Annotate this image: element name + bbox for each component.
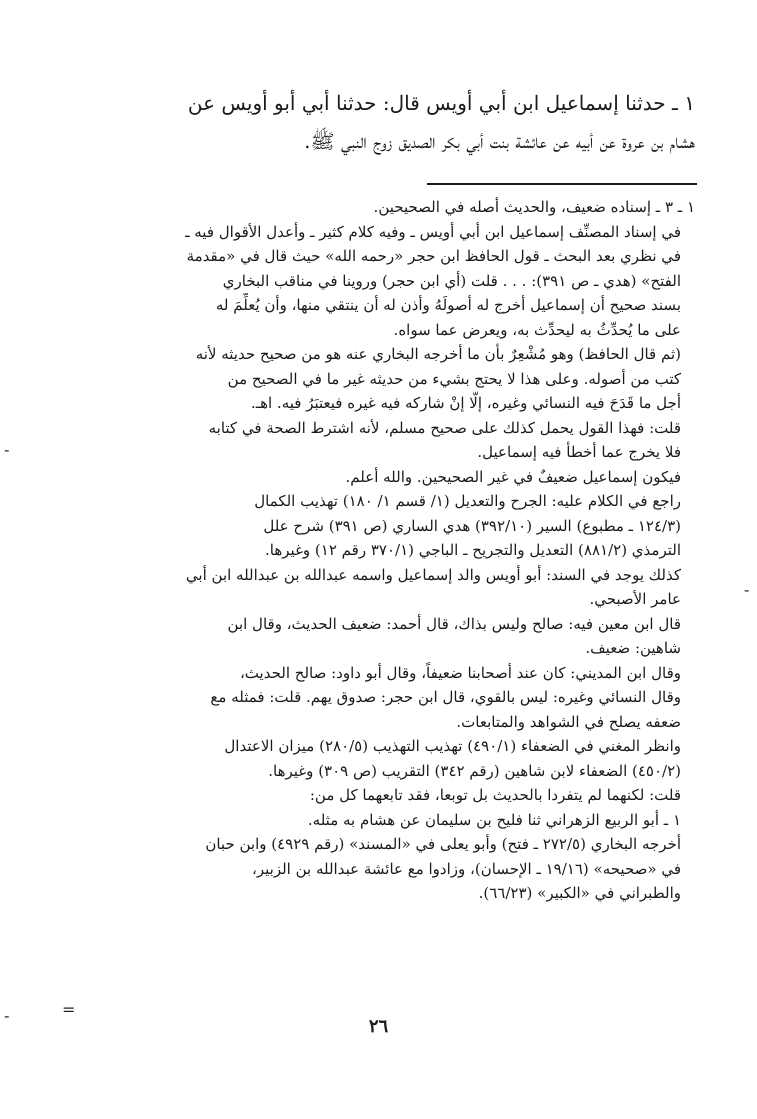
footnote-line: قلت: لكنهما لم يتفردا بالحديث بل توبعا، فقد تابعهما كل من: bbox=[309, 786, 681, 804]
footnote-line: (ثم قال الحافظ) وهو مُشْعِرٌ بأن ما أخرجه البخاري عنه هو من صحيح حديثه لأنه bbox=[195, 345, 681, 363]
footnote-line: ١ ـ ٣ ـ إسناده ضعيف، والحديث أصله في الصحيحين. bbox=[373, 198, 695, 216]
footnote-line: بسند صحيح أن إسماعيل أخرج له أصولَهُ وأذن له أن ينتقي منها، وأن يُعلِّمَ له bbox=[215, 296, 681, 314]
footnotes-block bbox=[88, 195, 695, 906]
page-number: ٢٦ bbox=[368, 1016, 389, 1037]
margin-mark: - bbox=[4, 440, 10, 459]
footnote-line: في نظري بعد البحث ـ قول الحافظ ابن حجر «رحمه الله» حيث قال في «مقدمة bbox=[186, 247, 681, 265]
footnote-line: ١ ـ أبو الربيع الزهراني ثنا فليح بن سليمان عن هشام به مثله. bbox=[307, 810, 681, 829]
footnote-line: عامر الأصبحي. bbox=[589, 590, 681, 608]
footnote-line: في إسناد المصنِّف إسماعيل ابن أبي أويس ـ وفيه كلام كثير ـ وأعدل الأقوال فيه ـ bbox=[185, 222, 681, 241]
footnote-line: فلا يخرج عما أخطأ فيه إسماعيل. bbox=[477, 443, 681, 461]
footnote-line: والطبراني في «الكبير» (٦٦/٢٣). bbox=[478, 884, 681, 902]
footnote-line: كتب من أصوله. وعلى هذا لا يحتج بشيء من حديثه غير ما في الصحيح من bbox=[227, 369, 681, 388]
footnote-line: قال ابن معين فيه: صالح وليس بذاك، قال أحمد: ضعيف الحديث، وقال ابن bbox=[227, 614, 681, 633]
footnote-line: شاهين: ضعيف. bbox=[585, 639, 681, 657]
margin-mark: = bbox=[62, 1000, 76, 1019]
footnote-line: (١٢٤/٣ ـ مطبوع) السير (٣٩٢/١٠) هدي الساري (ص ٣٩١) شرح علل bbox=[263, 516, 681, 535]
footnote-line: الفتح» (هدي ـ ص ٣٩١): . . . قلت (أي ابن حجر) وروينا في مناقب البخاري bbox=[222, 271, 681, 290]
footnote-line: في «صحيحه» (١٩/١٦ ـ الإحسان)، وزادوا مع عائشة عبدالله بن الزبير، bbox=[252, 859, 681, 878]
footnote-line: وقال النسائي وغيره: ليس بالقوي، قال ابن حجر: صدوق يهم. قلت: فمثله مع bbox=[210, 688, 681, 706]
footnote-line: أخرجه البخاري (٢٧٢/٥ ـ فتح) وأبو يعلى في «المسند» (رقم ٤٩٢٩) وابن حبان bbox=[205, 835, 681, 853]
footnote-line: أجل ما قَدَحَ فيه النسائي وغيره، إلّا إنْ شاركه فيه غيره فيعتبَرُ فيه. اهـ. bbox=[250, 394, 681, 412]
footnote-line: قلت: فهذا القول يحمل كذلك على صحيح مسلم، لأنه اشترط الصحة في كتابه bbox=[208, 418, 681, 437]
hadith-line: ١ ـ حدثنا إسماعيل ابن أبي أويس قال: حدثنا أبي أبو أويس عن bbox=[187, 91, 695, 115]
footnote-line: راجع في الكلام عليه: الجرح والتعديل (١/ قسم ١/ ١٨٠) تهذيب الكمال bbox=[254, 492, 681, 510]
hadith-line: هشام بن عروة عن أبيه عن عائشة بنت أبي بكر الصديق زوج النبي ﷺ. bbox=[304, 129, 695, 153]
footnote-line: على ما يُحدِّثُ به ليحدِّث به، ويعرض عما سواه. bbox=[393, 320, 681, 339]
margin-mark: - bbox=[744, 580, 750, 599]
footnote-line: (٤٥٠/٢) الضعفاء لابن شاهين (رقم ٣٤٢) التقريب (ص ٣٠٩) وغيرها. bbox=[268, 761, 681, 780]
footnote-line: وانظر المغني في الضعفاء (٤٩٠/١) تهذيب التهذيب (٢٨٠/٥) ميزان الاعتدال bbox=[224, 737, 681, 755]
hadith-text bbox=[70, 84, 695, 160]
footnote-line: كذلك يوجد في السند: أبو أويس والد إسماعيل واسمه عبدالله بن عبدالله ابن أبي bbox=[185, 565, 681, 584]
footnote-line: فيكون إسماعيل ضعيفٌ في غير الصحيحين. والله أعلم. bbox=[345, 467, 681, 486]
footnote-separator bbox=[427, 183, 697, 185]
footnote-line: وقال ابن المديني: كان عند أصحابنا ضعيفاً، وقال أبو داود: صالح الحديث، bbox=[239, 663, 681, 682]
margin-mark: - bbox=[4, 1006, 10, 1025]
footnote-line: ضعفه يصلح في الشواهد والمتابعات. bbox=[456, 712, 681, 731]
footnote-line: الترمذي (٨٨١/٢) التعديل والتجريح ـ الباجي (٣٧٠/١ رقم ١٢) وغيرها. bbox=[265, 541, 681, 559]
